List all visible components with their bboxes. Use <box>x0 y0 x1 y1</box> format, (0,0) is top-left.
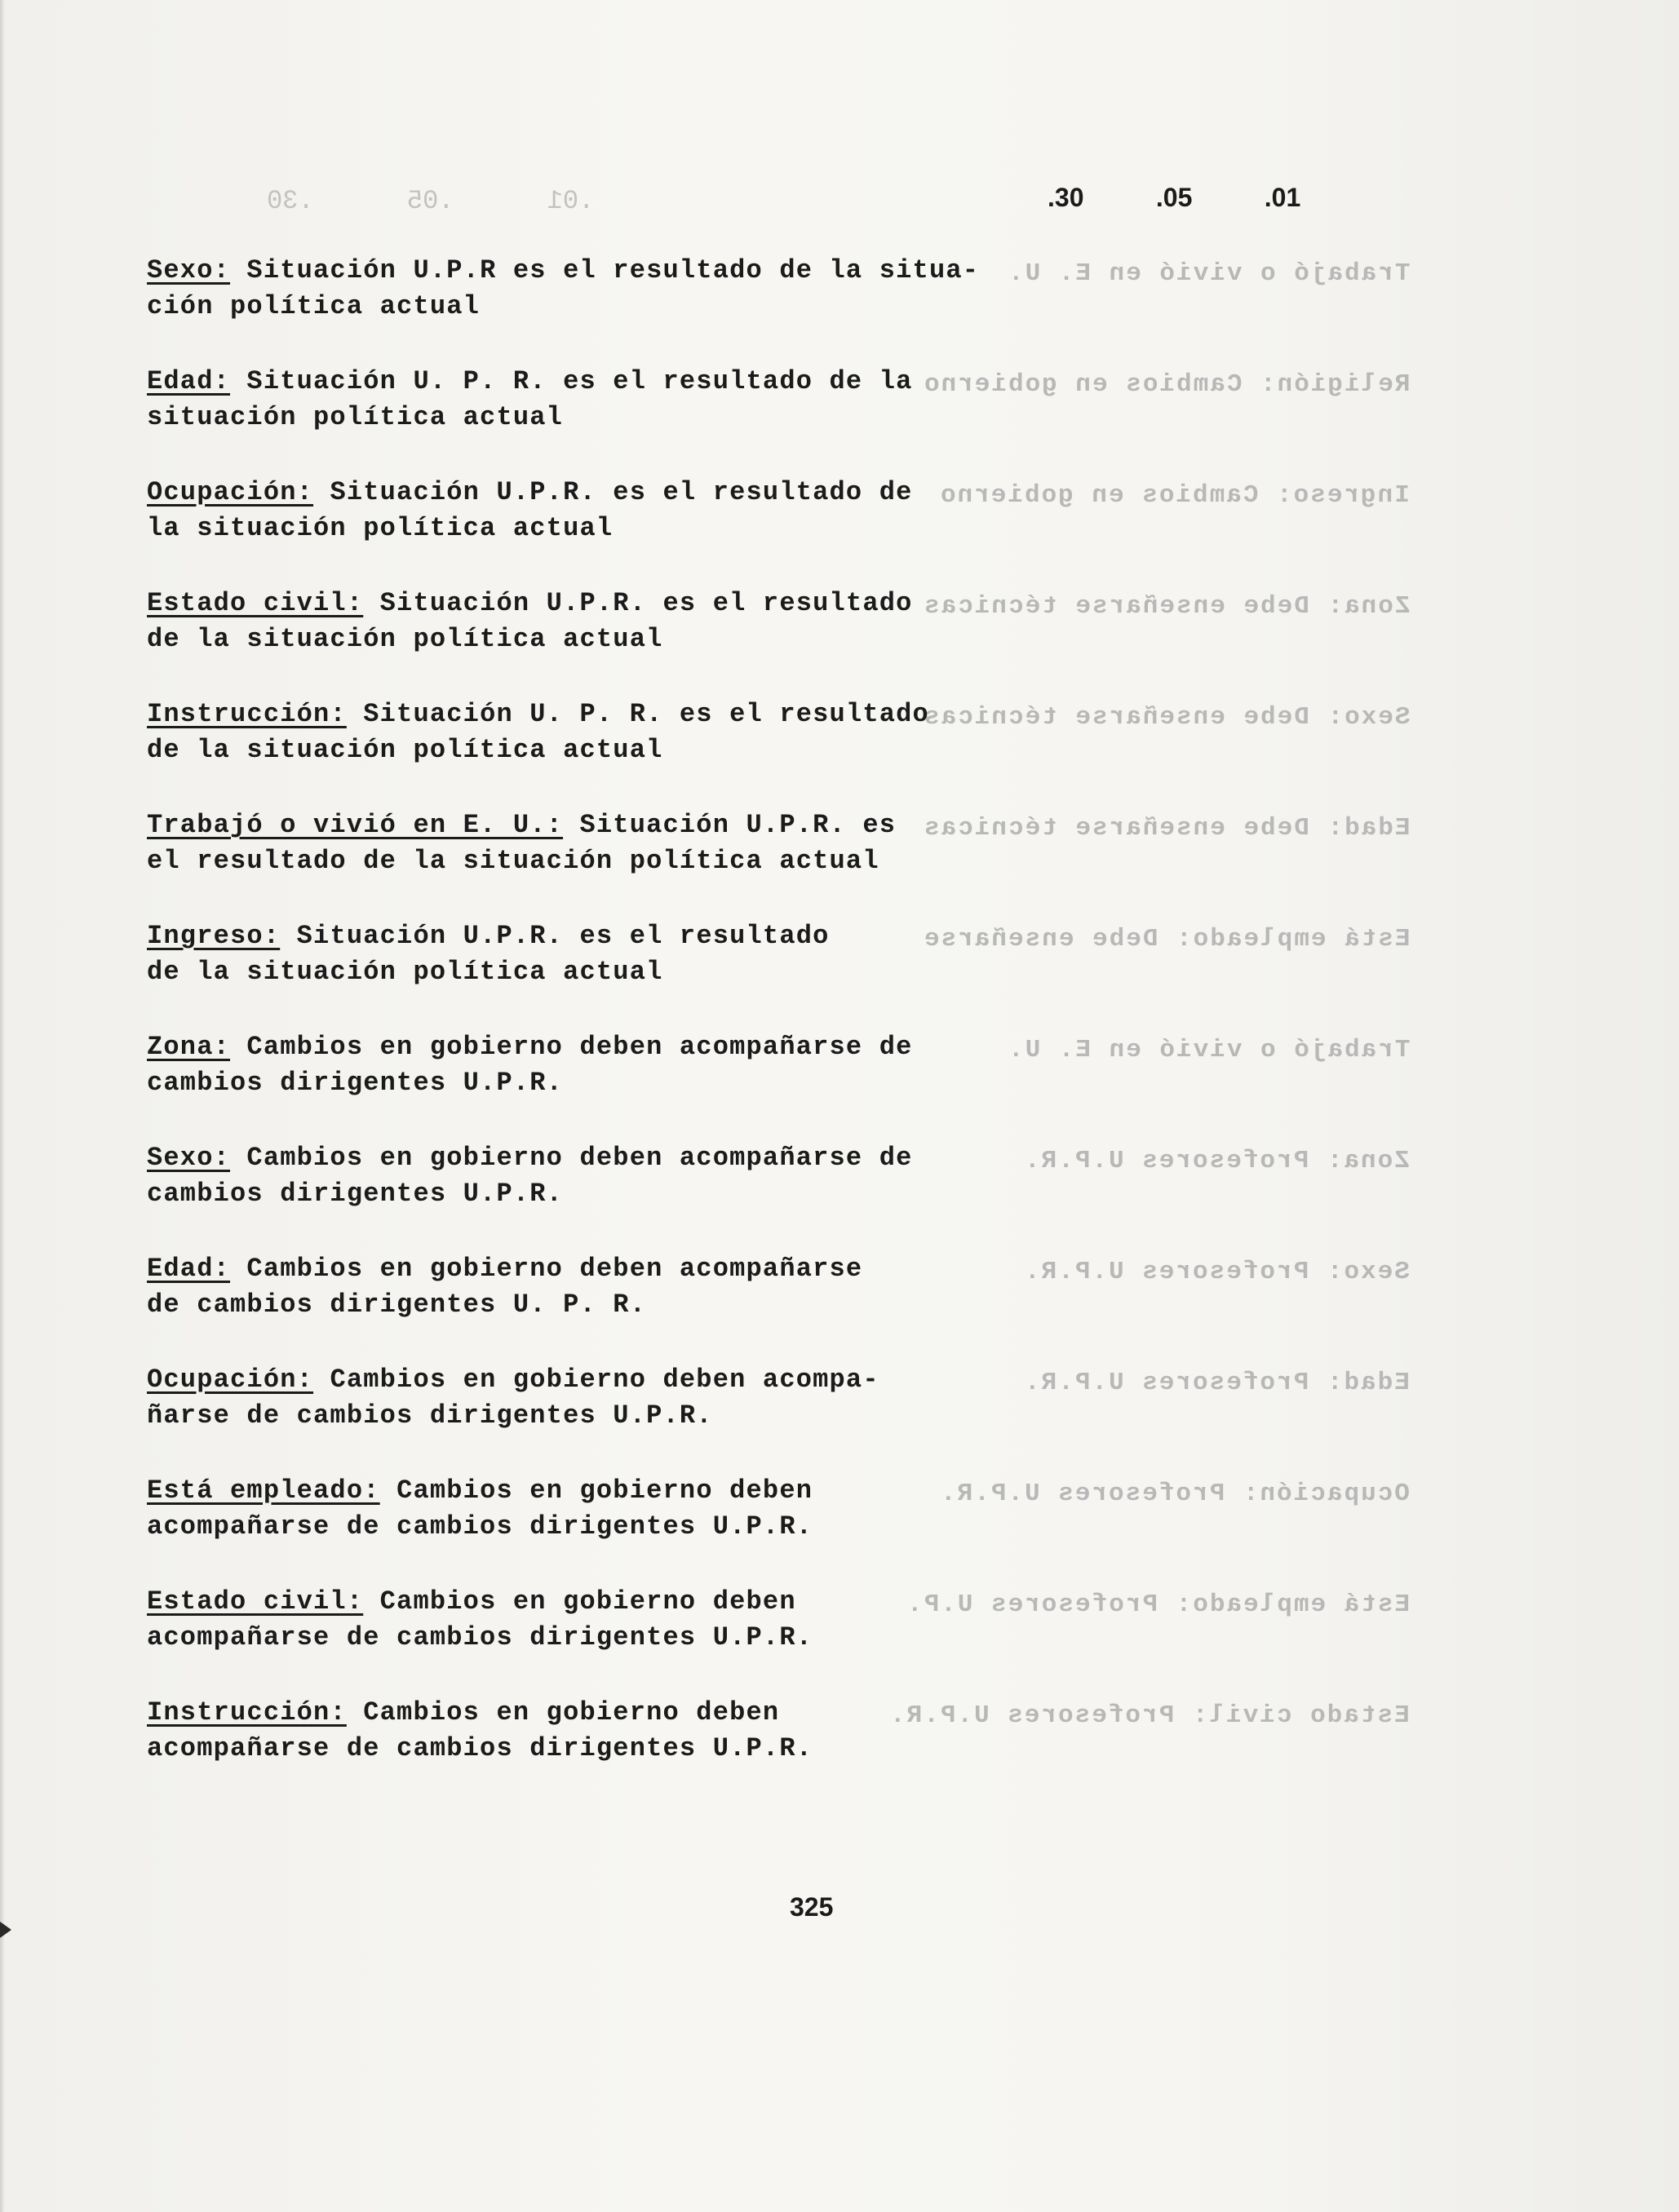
entry <box>147 1473 1420 1584</box>
entry <box>147 253 1420 364</box>
entry-label: Sexo: <box>147 255 231 285</box>
entry-text: Cambios en gobierno deben acompañarse de <box>246 1143 913 1173</box>
entry-text: Cambios en gobierno deben acompañarse de <box>246 1032 913 1062</box>
entry-line-2: cambios dirigentes U.P.R. <box>147 1068 564 1098</box>
entry-line-2: ñarse de cambios dirigentes U.P.R. <box>147 1400 713 1431</box>
entry-label: Instrucción: <box>147 1697 347 1728</box>
entry-label: Ingreso: <box>147 921 281 951</box>
entry <box>147 1362 1420 1473</box>
ghost-line: Edad: Profesores U.P.R. <box>1023 1369 1410 1397</box>
entry-label: Sexo: <box>147 1143 231 1173</box>
entry-line-1 <box>147 1251 1420 1287</box>
entry-label: Está empleado: <box>147 1475 380 1506</box>
page-edge-shadow <box>0 0 5 2212</box>
entry-text: Situación U.P.R. es el resultado <box>379 588 913 618</box>
entry-line-2: ción política actual <box>147 291 481 321</box>
entry-line-2: de la situación política actual <box>147 957 663 987</box>
entry-text: Cambios en gobierno deben <box>363 1697 780 1728</box>
entry-line-1 <box>147 1140 1420 1176</box>
ghost-line: Está empleado: Debe enseñarse <box>922 925 1410 953</box>
entry-line-2: acompañarse de cambios dirigentes U.P.R. <box>147 1733 813 1763</box>
entry-line-2: de la situación política actual <box>147 624 663 654</box>
entry-line-2: la situación política actual <box>147 513 614 543</box>
entry-text: Situación U.P.R. es el resultado <box>296 921 830 951</box>
entry-text: Situación U.P.R. es <box>579 810 897 840</box>
ghost-line: Zona: Profesores U.P.R. <box>1023 1147 1410 1175</box>
entry-line-1 <box>147 1362 1420 1398</box>
entry-list <box>147 253 1420 1806</box>
entry-label: Trabajó o vivió en E. U.: <box>147 810 564 840</box>
entry-line-1 <box>147 1473 1420 1509</box>
entry-text: Cambios en gobierno deben <box>396 1475 813 1506</box>
entry-label: Ocupación: <box>147 1365 314 1395</box>
ghost-line: Está empleado: Profesores U.P. <box>905 1590 1410 1619</box>
entry <box>147 807 1420 918</box>
entry-line-2: de la situación política actual <box>147 735 663 765</box>
header-value: .01 <box>1264 183 1301 212</box>
entry <box>147 364 1420 475</box>
entry-line-1 <box>147 475 1420 511</box>
entry <box>147 1695 1420 1806</box>
entry-label: Edad: <box>147 1254 231 1284</box>
entry-text: Situación U. P. R. es el resultado de la <box>246 366 913 396</box>
entry <box>147 697 1420 807</box>
entry-line-2: acompañarse de cambios dirigentes U.P.R. <box>147 1511 813 1542</box>
entry-label: Estado civil: <box>147 588 364 618</box>
entry-line-2: cambios dirigentes U.P.R. <box>147 1179 564 1209</box>
entry <box>147 1251 1420 1362</box>
entry-text: Cambios en gobierno deben acompa- <box>330 1365 879 1395</box>
entry-line-1 <box>147 918 1420 954</box>
entry <box>147 1140 1420 1251</box>
entry-line-1 <box>147 1695 1420 1731</box>
ghost-line: Sexo: Debe enseñarse técnicas <box>922 703 1410 732</box>
edge-arrow-mark <box>0 1922 11 1938</box>
ghost-header-value: .30 <box>267 186 314 216</box>
entry-label: Instrucción: <box>147 699 347 729</box>
ghost-header-value: .01 <box>547 186 595 216</box>
entry <box>147 918 1420 1029</box>
entry-label: Ocupación: <box>147 477 314 507</box>
entry-line-2: acompañarse de cambios dirigentes U.P.R. <box>147 1622 813 1652</box>
ghost-line: Edad: Debe enseñarse técnicas <box>922 814 1410 843</box>
entry-line-1 <box>147 253 1420 289</box>
ghost-line: Ingreso: Cambios en gobierno <box>939 481 1410 510</box>
entry-label: Zona: <box>147 1032 231 1062</box>
ghost-line: Trabajó o vivió en E. U. <box>1006 259 1410 288</box>
entry <box>147 475 1420 586</box>
entry-line-2: de cambios dirigentes U. P. R. <box>147 1290 647 1320</box>
entry-text: Situación U. P. R. es el resultado <box>363 699 929 729</box>
ghost-line: Trabajó o vivió en E. U. <box>1006 1036 1410 1064</box>
entry-line-1 <box>147 697 1420 732</box>
significance-header <box>1048 183 1366 213</box>
entry-line-1 <box>147 586 1420 622</box>
entry-line-2: el resultado de la situación política actual <box>147 846 879 876</box>
header-value: .30 <box>1048 183 1084 212</box>
ghost-line: Zona: Debe enseñarse técnicas <box>922 592 1410 621</box>
entry-label: Edad: <box>147 366 231 396</box>
entry-text: Cambios en gobierno deben <box>379 1586 796 1617</box>
entry <box>147 1584 1420 1695</box>
ghost-header-value: .05 <box>406 186 454 216</box>
ghost-line: Ocupación: Profesores U.P.R. <box>939 1480 1410 1508</box>
entry-line-1 <box>147 364 1420 400</box>
entry-line-1 <box>147 1029 1420 1065</box>
entry <box>147 1029 1420 1140</box>
entry-line-1 <box>147 807 1420 843</box>
entry-text: Situación U.P.R es el resultado de la situa- <box>246 255 980 285</box>
page-number: 325 <box>790 1892 834 1922</box>
entry-text: Cambios en gobierno deben acompañarse <box>246 1254 863 1284</box>
entry <box>147 586 1420 697</box>
ghost-line: Religión: Cambios en gobierno <box>922 370 1410 399</box>
header-value: .05 <box>1155 183 1193 212</box>
entry-line-2: situación política actual <box>147 402 564 432</box>
entry-text: Situación U.P.R. es el resultado de <box>330 477 913 507</box>
ghost-line: Sexo: Profesores U.P.R. <box>1023 1258 1410 1286</box>
ghost-line: Estado civil: Profesores U.P.R. <box>888 1701 1410 1730</box>
entry-line-1 <box>147 1584 1420 1620</box>
entry-label: Estado civil: <box>147 1586 364 1617</box>
ghost-header <box>189 186 594 216</box>
